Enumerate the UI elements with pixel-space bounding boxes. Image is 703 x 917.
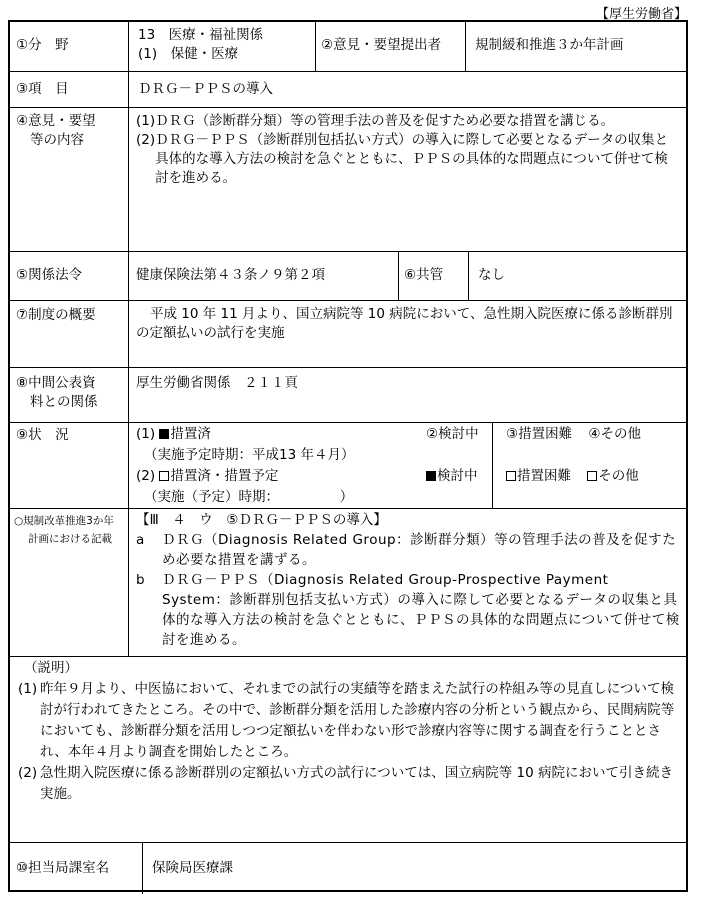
joint-jurisdiction-value: なし (478, 267, 505, 283)
status-option-other: その他 (598, 468, 639, 484)
field-value-line2: (1) 保健・医療 (138, 46, 239, 62)
list-item: (2) ＤＲＧ－ＰＰＳ（診断群別包括払い方式）の導入に際して必要となるデータの収集と具体的な導入方法の検討を急ぐとともに、ＰＰＳの具体的な問題点について併せて検討を進める。 (136, 132, 669, 186)
status-option-done-planned: 措置済・措置予定 (170, 468, 279, 484)
explanation (10, 656, 688, 842)
request-content (128, 107, 688, 251)
status-line-2: (2) 措置済・措置予定 検討中 (136, 468, 478, 484)
status-label: ⑨状 況 (16, 427, 69, 443)
interim-report-label-line2: 料との関係 (30, 394, 98, 410)
request-content-label (10, 107, 128, 251)
related-law-label: ⑤関係法令 (16, 267, 83, 283)
list-item: (2) 急性期入院医療に係る診断群別の定額払い方式の試行については、国立病院等 10 病院において引き続き実施。 (18, 765, 673, 802)
checked-box-icon (426, 471, 436, 481)
status-option-review: 検討中 (437, 468, 478, 484)
interim-report-label (10, 367, 128, 422)
reform-plan-label-line1: ○規制改革推進3か年 (14, 515, 114, 527)
status-option-review: ②検討中 (426, 426, 479, 442)
status-options-line2 (506, 466, 684, 487)
submitter-value: 規制緩和推進３か年計画 (475, 37, 624, 53)
interim-report-value: 厚生労働省関係 ２１１頁 (136, 375, 298, 391)
system-overview-label: ⑦制度の概要 (16, 307, 96, 323)
opinion-form-table (8, 20, 688, 892)
item-value: ＤＲＧ－ＰＰＳの導入 (138, 81, 273, 97)
system-overview-value: 平成 10 年 11 月より、国立病院等 10 病院において、急性期入院医療に係る診断群別の定額払いの試行を実施 (136, 306, 673, 341)
list-item: (1) ＤＲＧ（診断群分類）等の管理手法の普及を促すため必要な措置を講じる。 (136, 113, 615, 129)
status-options-line1 (506, 424, 684, 445)
checked-box-icon (159, 429, 169, 439)
status-option-other: ④その他 (588, 426, 642, 442)
status-option-difficult: 措置困難 (517, 468, 571, 484)
status-details (128, 422, 492, 508)
reform-plan-heading: 【Ⅲ ４ ウ ⑤ＤＲＧ－ＰＰＳの導入】 (136, 512, 387, 528)
status-options (492, 422, 688, 508)
list-item: a ＤＲＧ（Diagnosis Related Group：診断群分類）等の管理手法の普及を促すため必要な措置を講ずる。 (136, 532, 677, 568)
reform-plan-label-line2: 計画における記載 (28, 533, 112, 545)
reform-plan-label (10, 508, 128, 656)
responsible-office-label: ⑩担当局課室名 (16, 860, 110, 876)
status-schedule: （実施（予定）時期： ） (144, 489, 354, 505)
submitter-label: ②意見・要望提出者 (321, 37, 442, 53)
interim-report-label-line1: ⑧中間公表資 (16, 375, 96, 391)
field-value (128, 22, 315, 71)
ministry-name: 【厚生労働省】 (595, 7, 687, 22)
status-option-difficult: ③措置困難 (506, 426, 573, 442)
status-option-done: 措置済 (170, 426, 211, 442)
status-line-1: (1) 措置済 ②検討中 (136, 424, 486, 445)
explanation-heading: （説明） (24, 660, 78, 676)
field-value-line1: 13 医療・福祉関係 (138, 27, 264, 43)
status-schedule: （実施予定時期：平成13 年４月） (144, 447, 355, 463)
request-content-label-line2: 等の内容 (30, 132, 84, 148)
list-item: b ＤＲＧ－ＰＰＳ（Diagnosis Related Group-Prospective Payment System：診断群別包括支払い方式）の導入に際して必要となるデータの収集と具体的な導入方法の検討を急ぐとともに、ＰＰＳの具体的な問題点について併せて検討を進める。 (136, 572, 680, 648)
reform-plan-content (128, 508, 688, 656)
unchecked-box-icon (506, 471, 516, 481)
joint-jurisdiction-label: ⑥共管 (404, 267, 444, 283)
list-item: (1) 昨年９月より、中医協において、それまでの試行の実績等を踏まえた試行の枠組み等の見直しについて検討が行われてきたところ。その中で、診断群分類を活用した診療内容の分析という観点から、民間病院等においても、診断群分類を活用しつつ定額払いを伴わない形で診療内容等に関する調査を行うこととされ、本年４月より調査を開始したところ。 (18, 681, 675, 760)
related-law-value: 健康保険法第４３条ノ９第２項 (136, 267, 325, 283)
unchecked-box-icon (587, 471, 597, 481)
responsible-office-value: 保険局医療課 (152, 860, 233, 876)
field-label: ①分 野 (16, 37, 69, 53)
request-content-label-line1: ④意見・要望 (16, 113, 96, 129)
item-label: ③項 目 (16, 81, 69, 97)
unchecked-box-icon (159, 471, 169, 481)
